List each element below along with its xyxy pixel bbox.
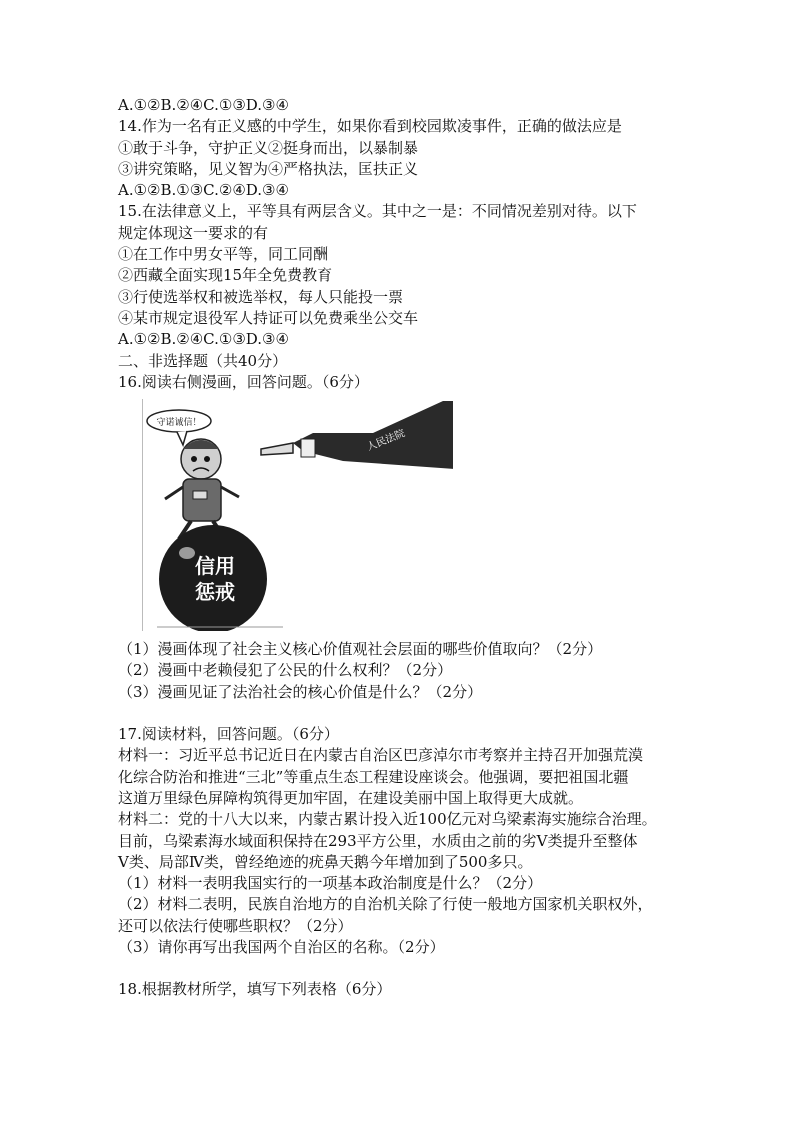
q15-choice-4: ④某市规定退役军人持证可以免费乘坐公交车 xyxy=(118,308,419,327)
q14-options: A.①②B.①③C.②④D.③④ xyxy=(118,181,289,200)
q17-stem: 17.阅读材料，回答问题。（6分） xyxy=(118,725,339,744)
q15-choice-1: ①在工作中男女平等，同工同酬 xyxy=(118,245,329,264)
ball-label-line2: 惩戒 xyxy=(195,580,235,605)
q14-choice-1-2: ①敢于斗争，守护正义②挺身而出，以暴制暴 xyxy=(118,138,419,157)
iron-ball xyxy=(159,525,267,631)
credit-punishment-cartoon xyxy=(142,399,453,631)
q15-choice-2: ②西藏全面实现15年全免费教育 xyxy=(118,266,333,285)
q15-stem-line2: 规定体现这一要求的有 xyxy=(118,223,269,242)
speech-bubble-tail xyxy=(177,431,187,445)
q14-stem: 14.作为一名有正义感的中学生，如果你看到校园欺凌事件，正确的做法应是 xyxy=(118,117,622,136)
debtor-body xyxy=(183,479,221,521)
q17-material1-line3: 这道万里绿色屏障构筑得更加牢固，在建设美丽中国上取得更大成就。 xyxy=(118,788,584,807)
q17-sub2-line1: （2）材料二表明，民族自治地方的自治机关除了行使一般地方国家机关职权外， xyxy=(118,895,653,914)
q16-sub3: （3）漫画见证了法治社会的核心价值是什么？（2分） xyxy=(118,682,483,701)
speech-bubble-text: 守诺诚信！ xyxy=(156,418,202,429)
ball-label-line1: 信用 xyxy=(195,554,235,579)
q17-sub2-line2: 还可以依法行使哪些职权？（2分） xyxy=(118,916,353,935)
q16-sub2: （2）漫画中老赖侵犯了公民的什么权利？（2分） xyxy=(118,661,453,680)
spacer xyxy=(118,703,698,724)
q16-sub1: （1）漫画体现了社会主义核心价值观社会层面的哪些价值取向？（2分） xyxy=(118,640,603,659)
q16-stem: 16.阅读右侧漫画，回答问题。（6分） xyxy=(118,372,369,391)
page-content xyxy=(118,95,698,1001)
pointing-finger xyxy=(261,443,293,455)
q15-stem-line1: 15.在法律意义上，平等具有两层含义。其中之一是：不同情况差别对待。以下 xyxy=(118,202,637,221)
q17-material1-line2: 化综合防治和推进“三北”等重点生态工程建设座谈会。他强调，要把祖国北疆 xyxy=(118,767,629,786)
sleeve-label: 人民法院 xyxy=(365,428,407,454)
q17-material2-line2: 目前，乌梁素海水域面积保持在293平方公里，水质由之前的劣V类提升至整体 xyxy=(118,831,638,850)
q15-choice-3: ③行使选举权和被选举权，每人只能投一票 xyxy=(118,287,404,306)
q18-stem: 18.根据教材所学，填写下列表格（6分） xyxy=(118,980,392,999)
q15-options: A.①②B.②④C.①③D.③④ xyxy=(118,330,289,349)
q17-material2-line1: 材料二：党的十八大以来，内蒙古累计投入近100亿元对乌梁素海实施综合治理。 xyxy=(118,810,657,829)
cartoon-drawing xyxy=(143,399,453,631)
spacer xyxy=(118,958,698,979)
q17-sub1: （1）材料一表明我国实行的一项基本政治制度是什么？（2分） xyxy=(118,874,543,893)
q17-material1-line1: 材料一：习近平总书记近日在内蒙古自治区巴彦淖尔市考察并主持召开加强荒漠 xyxy=(118,746,644,765)
q17-sub3: （3）请你再写出我国两个自治区的名称。（2分） xyxy=(118,938,445,957)
q14-choice-3-4: ③讲究策略，见义智为④严格执法，匡扶正义 xyxy=(118,159,419,178)
court-sleeve xyxy=(293,401,453,469)
cuff xyxy=(301,439,315,457)
section-heading: 二、非选择题（共40分） xyxy=(118,351,288,370)
q13-options: A.①②B.②④C.①③D.③④ xyxy=(118,96,289,114)
q17-material2-line3: V类、局部Ⅳ类，曾经绝迹的疣鼻天鹅今年增加到了500多只。 xyxy=(118,852,533,871)
debtor-hair xyxy=(183,440,219,449)
